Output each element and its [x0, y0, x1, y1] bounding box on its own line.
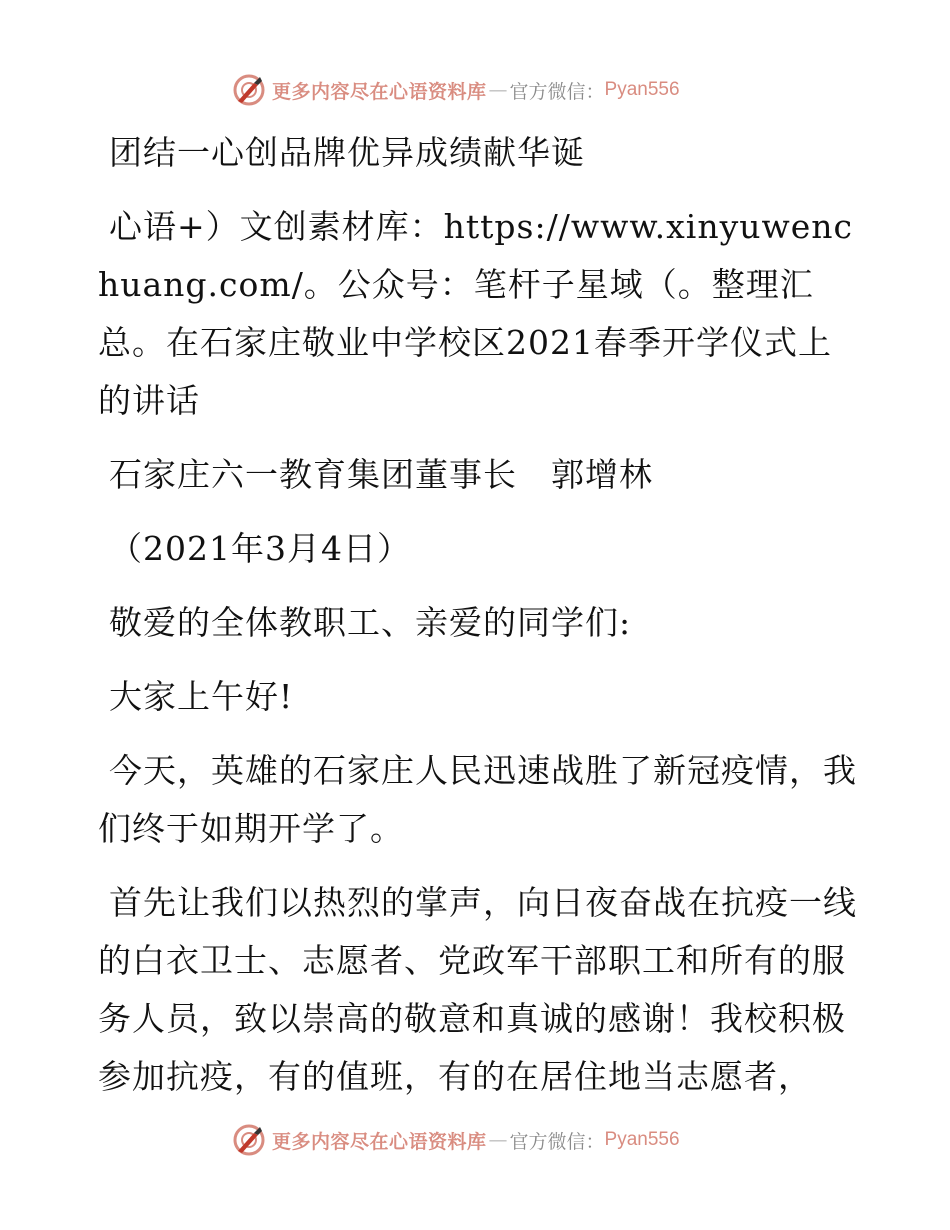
- banner-dash: —: [488, 79, 508, 101]
- salutation: 敬爱的全体教职工、亲爱的同学们:: [109, 603, 632, 642]
- banner-title: 更多内容尽在心语资料库: [272, 80, 487, 103]
- speaker-line: 石家庄六一教育集团董事长 郭增林: [109, 455, 653, 494]
- banner-wechat-id: Pyan556: [604, 1129, 680, 1150]
- pen-logo-icon: [232, 1123, 266, 1157]
- body-paragraph: 首先让我们以热烈的掌声，向日夜奋战在抗疫一线的白衣卫士、志愿者、党政军干部职工和所有的服务人员，致以崇高的敬意和真诚的感谢！我校积极参加抗疫，有的值班，有的在居住地当志愿者，: [98, 883, 857, 1096]
- pen-logo-icon: [232, 73, 266, 107]
- document-body: [98, 124, 858, 1122]
- source-paragraph: 心语+）文创素材库：https://www.xinyuwenchuang.com/。公众号：笔杆子星域（。整理汇总。在石家庄敬业中学校区2021春季开学仪式上的讲话: [98, 207, 853, 420]
- banner-wechat-label: 官方微信：: [509, 80, 605, 103]
- body-paragraph: 今天，英雄的石家庄人民迅速战胜了新冠疫情，我们终于如期开学了。: [98, 751, 857, 848]
- greeting: 大家上午好!: [109, 677, 294, 716]
- footer-banner: [232, 1122, 680, 1158]
- banner-title: 更多内容尽在心语资料库: [272, 1130, 487, 1153]
- banner-wechat-label: 官方微信：: [509, 1130, 605, 1153]
- banner-dash: —: [488, 1129, 508, 1151]
- banner-wechat-id: Pyan556: [604, 79, 680, 100]
- date-line: （2021年3月4日）: [109, 529, 411, 568]
- header-banner: [232, 72, 680, 108]
- document-title: 团结一心创品牌优异成绩献华诞: [109, 133, 585, 172]
